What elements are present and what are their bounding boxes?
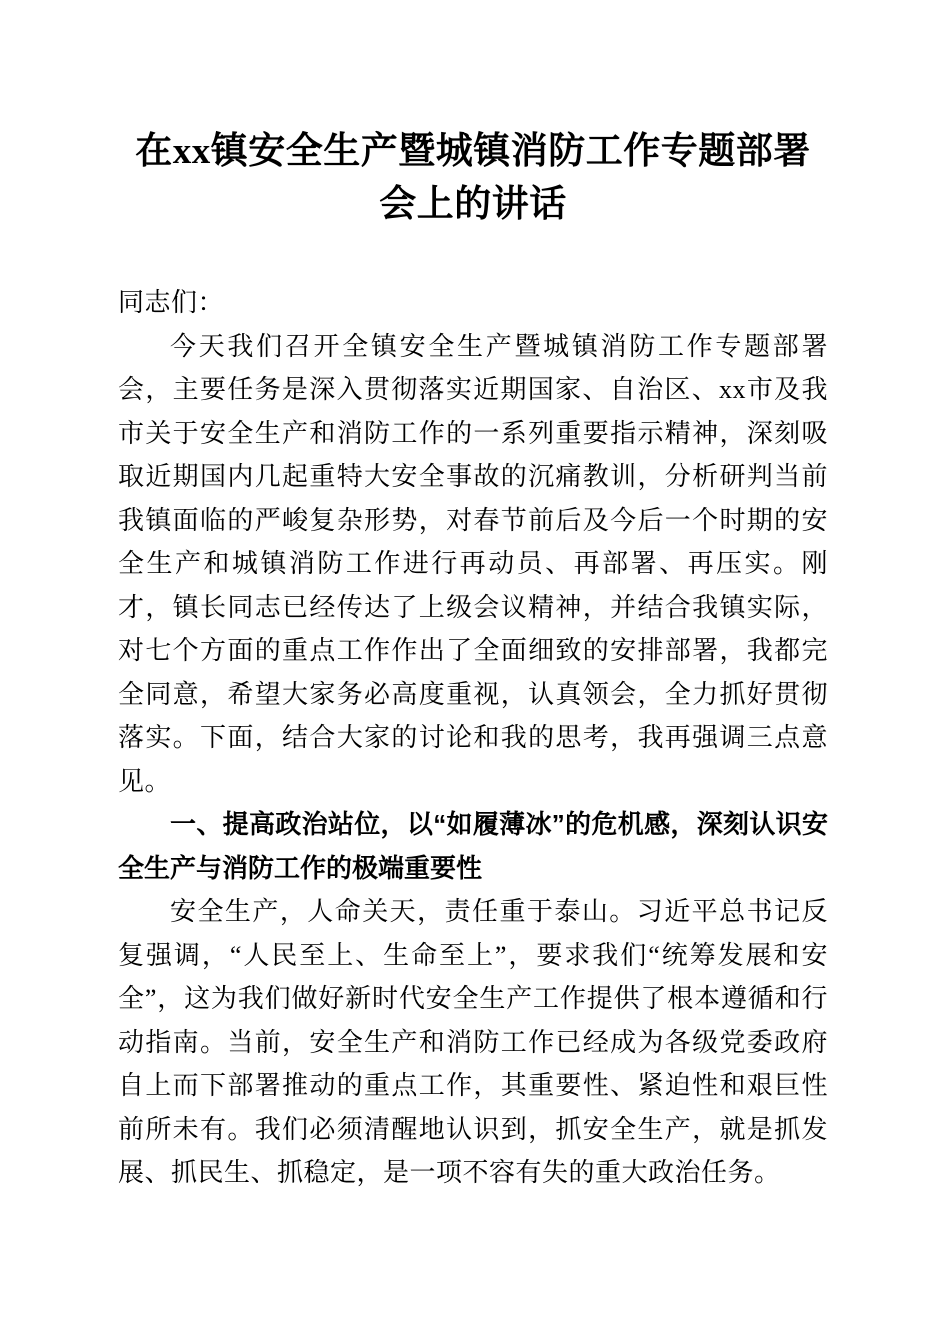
paragraph-body-2: 安全生产，人命关天，责任重于泰山。习近平总书记反复强调，“人民至上、生命至上”，要求我们“统筹发展和安全”，这为我们做好新时代安全生产工作提供了根本遵循和行动指南。当前，安全生产和消防工作已经成为各级党委政府自上而下部署推动的重点工作，其重要性、紧迫性和艰巨性前所未有。我们必须清醒地认识到，抓安全生产，就是抓发展、抓民生、抓稳定，是一项不容有失的重大政治任务。 — [118, 897, 828, 1187]
document-title: 在xx镇安全生产暨城镇消防工作专题部署会上的讲话 — [135, 131, 811, 225]
paragraph-body-1: 今天我们召开全镇安全生产暨城镇消防工作专题部署会，主要任务是深入贯彻落实近期国家、自治区、xx市及我市关于安全生产和消防工作的一系列重要指示精神，深刻吸取近期国内几起重特大安全事故的沉痛教训，分析研判当前我镇面临的严峻复杂形势，对春节前后及今后一个时期的安全生产和城镇消防工作进行再动员、再部署、再压实。刚才，镇长同志已经传达了上级会议精神，并结合我镇实际，对七个方面的重点工作作出了全面细致的安排部署，我都完全同意，希望大家务必高度重视，认真领会，全力抓好贯彻落实。下面，结合大家的讨论和我的思考，我再强调三点意见。 — [118, 331, 828, 796]
section-heading-1: 一、提高政治站位，以“如履薄冰”的危机感，深刻认识安全生产与消防工作的极端重要性 — [118, 809, 828, 883]
paragraph-salutation: 同志们： — [118, 288, 225, 317]
